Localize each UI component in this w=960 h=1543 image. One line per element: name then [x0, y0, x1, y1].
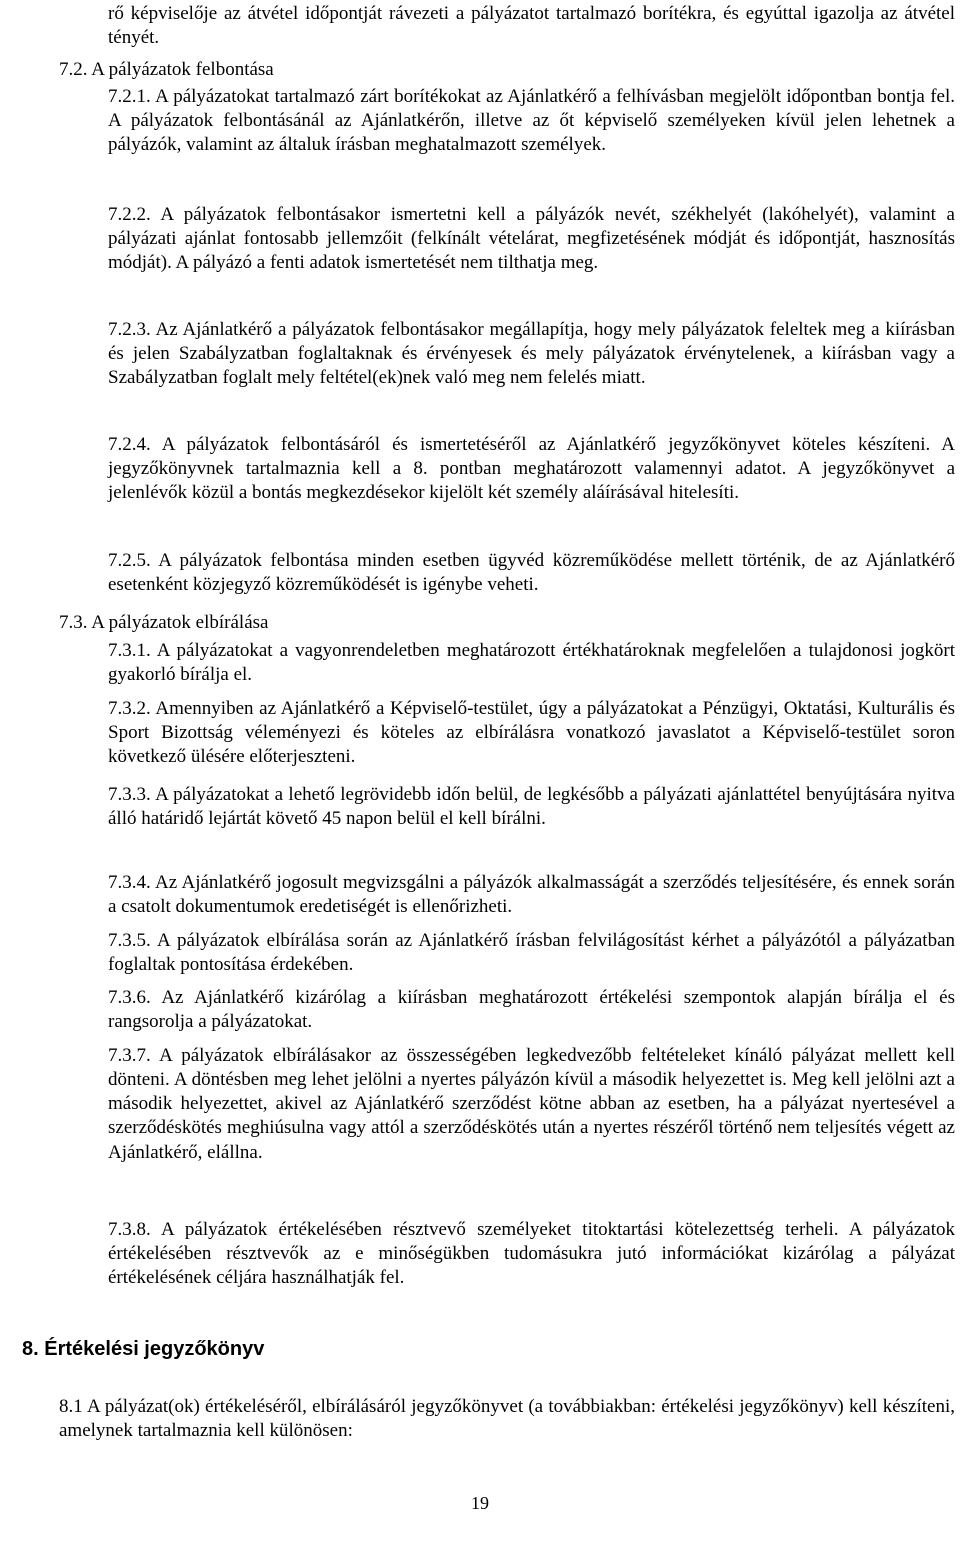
paragraph-7-3-4: 7.3.4. Az Ajánlatkérő jogosult megvizsgálni a pályázók alkalmasságát a szerződés teljesítésére, és ennek során a csatolt dokumentumok eredetiségét is ellenőrizheti.: [108, 872, 955, 918]
heading-7-3: 7.3. A pályázatok elbírálása: [59, 612, 269, 633]
section-heading-8: 8. Értékelési jegyzőkönyv: [22, 1338, 265, 1360]
paragraph-7-2-5: 7.2.5. A pályázatok felbontása minden esetben ügyvéd közreműködése mellett történik, de az Ajánlatkérő esetenként közjegyző közreműködését is igénybe veheti.: [108, 550, 955, 596]
paragraph-cont: rő képviselője az átvétel időpontját rávezeti a pályázatot tartalmazó borítékra, és egyúttal igazolja az átvétel tényét.: [108, 3, 955, 49]
heading-7-2: 7.2. A pályázatok felbontása: [59, 59, 274, 80]
paragraph-7-2-3: 7.2.3. Az Ajánlatkérő a pályázatok felbontásakor megállapítja, hogy mely pályázatok feleltek meg a kiírásban és jelen Szabályzatban foglaltaknak és érvényesek és mely pályázatok érvénytelenek, a kiírásban vagy a Szabályzatban foglalt mely feltétel(ek)nek való meg nem felelés miatt.: [108, 319, 955, 389]
paragraph-8-1: 8.1 A pályázat(ok) értékeléséről, elbírálásáról jegyzőkönyvet (a továbbiakban: értékelési jegyzőkönyv) kell készíteni, amelynek tartalmaznia kell különösen:: [59, 1396, 955, 1442]
page-number: 19: [471, 1493, 489, 1513]
paragraph-7-3-3: 7.3.3. A pályázatokat a lehető legrövidebb időn belül, de legkésőbb a pályázati ajánlattétel benyújtására nyitva álló határidő lejártát követő 45 napon belül el kell bírálni.: [108, 784, 955, 830]
paragraph-7-3-1: 7.3.1. A pályázatokat a vagyonrendeletben meghatározott értékhatároknak megfelelően a tulajdonosi jogkört gyakorló bírálja el.: [108, 640, 955, 686]
paragraph-7-2-2: 7.2.2. A pályázatok felbontásakor ismertetni kell a pályázók nevét, székhelyét (lakóhelyét), valamint a pályázati ajánlat fontosabb jellemzőit (felkínált vételárat, megfizetésének módját és időpontját, hasznosítás módját). A pályázó a fenti adatok ismertetését nem tilthatja meg.: [108, 204, 955, 274]
paragraph-7-3-2: 7.3.2. Amennyiben az Ajánlatkérő a Képviselő-testület, úgy a pályázatokat a Pénzügyi, Oktatási, Kulturális és Sport Bizottság véleményezi és köteles az elbírálásra vonatkozó javaslatot a Képviselő-testület soron következő ülésére előterjeszteni.: [108, 698, 955, 768]
paragraph-7-2-4: 7.2.4. A pályázatok felbontásáról és ismertetéséről az Ajánlatkérő jegyzőkönyvet köteles készíteni. A jegyzőkönyvnek tartalmaznia kell a 8. pontban meghatározott valamennyi adatot. A jegyzőkönyvet a jelenlévők közül a bontás megkezdésekor kijelölt két személy aláírásával hitelesíti.: [108, 434, 955, 504]
paragraph-7-3-6: 7.3.6. Az Ajánlatkérő kizárólag a kiírásban meghatározott értékelési szempontok alapján bírálja el és rangsorolja a pályázatokat.: [108, 987, 955, 1033]
paragraph-7-2-1: 7.2.1. A pályázatokat tartalmazó zárt borítékokat az Ajánlatkérő a felhívásban megjelölt időpontban bontja fel. A pályázatok felbontásánál az Ajánlatkérőn, illetve az őt képviselő személyeken kívül jelen lehetnek a pályázók, valamint az általuk írásban meghatalmazott személyek.: [108, 86, 955, 156]
paragraph-7-3-7: 7.3.7. A pályázatok elbírálásakor az összességében legkedvezőbb feltételeket kínáló pályázat mellett kell dönteni. A döntésben meg lehet jelölni a nyertes pályázón kívül a második helyezettet is. Meg kell jelölni azt a második helyezettet, akivel az Ajánlatkérő szerződést kötne abban az esetben, ha a pályázat nyertesével a szerződéskötés meghiúsulna vagy attól a szerződéskötés után a nyertes részéről történő nem teljesítés végett az Ajánlatkérő, elállna.: [108, 1045, 955, 1163]
paragraph-7-3-8: 7.3.8. A pályázatok értékelésében résztvevő személyeket titoktartási kötelezettség terheli. A pályázatok értékelésében résztvevők az e minőségükben tudomásukra jutó információkat kizárólag a pályázat értékelésének céljára használhatják fel.: [108, 1219, 955, 1289]
paragraph-7-3-5: 7.3.5. A pályázatok elbírálása során az Ajánlatkérő írásban felvilágosítást kérhet a pályázótól a pályázatban foglaltak pontosítása érdekében.: [108, 930, 955, 976]
